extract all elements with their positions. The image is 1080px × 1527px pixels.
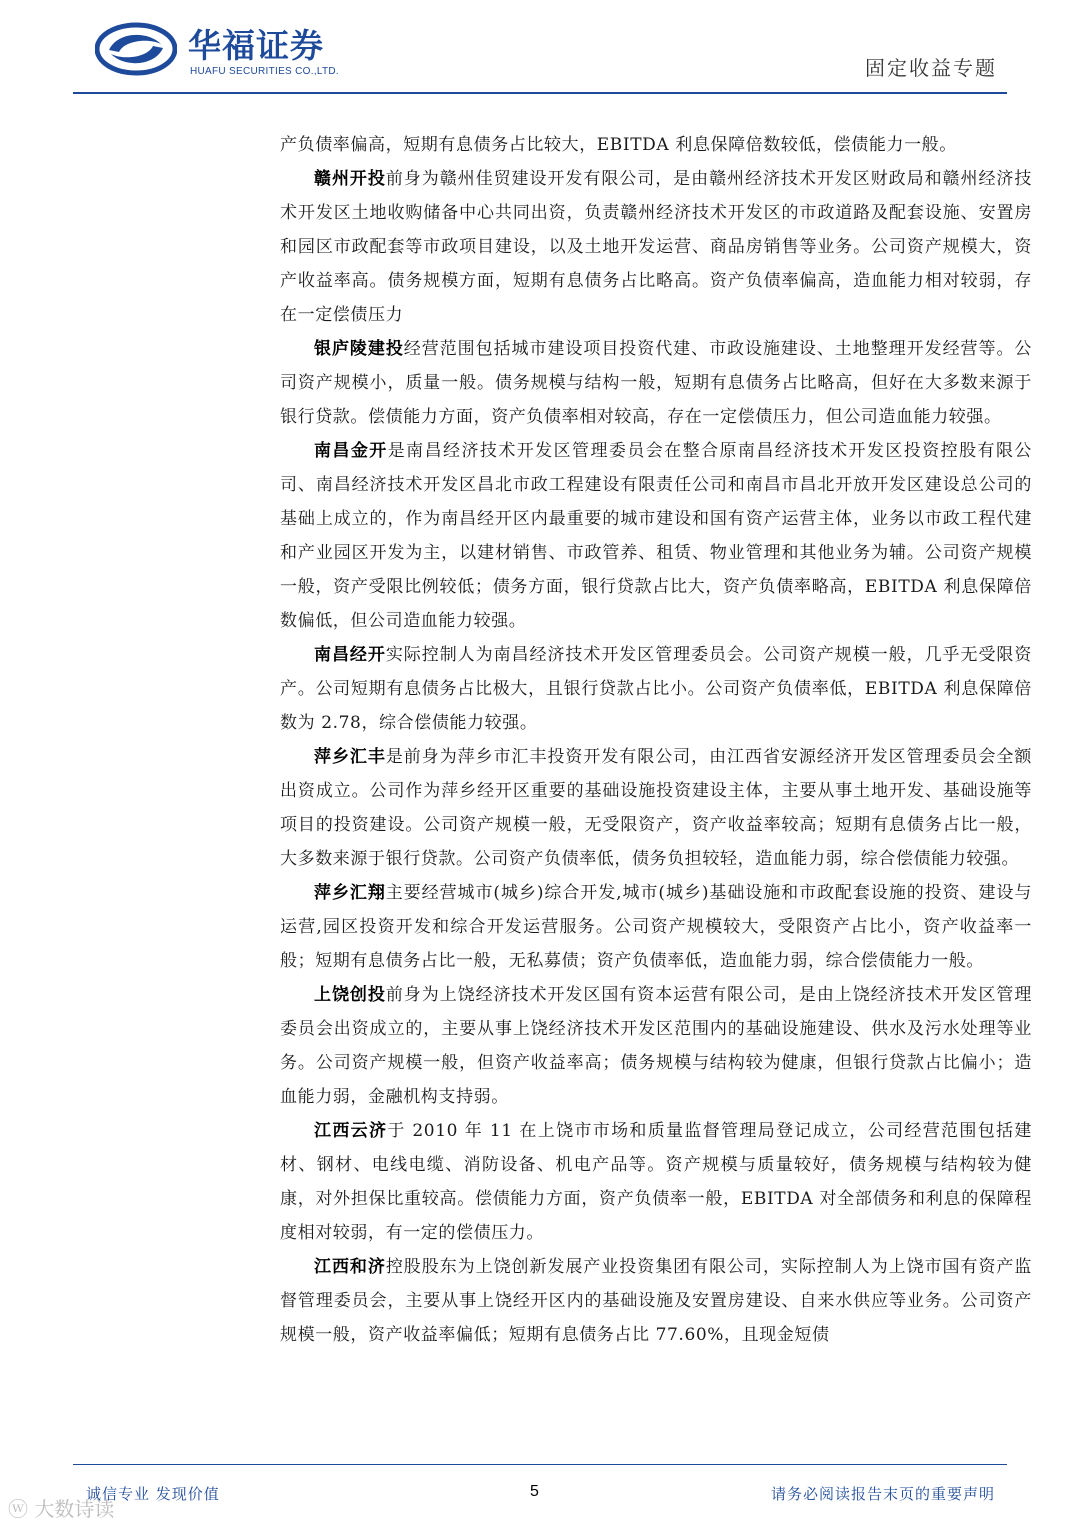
company-description: 经营范围包括城市建设项目投资代建、市政设施建设、土地整理开发经营等。公司资产规模小，质量一般。债务规模与结构一般，短期有息债务占比略高，但好在大多数来源于银行贷款。偿债能力方面，资产负债率相对较高，存在一定偿债压力，但公司造血能力较强。 bbox=[280, 339, 1033, 427]
company-name: 赣州开投 bbox=[314, 169, 386, 189]
company-name: 上饶创投 bbox=[314, 985, 386, 1005]
main-content bbox=[280, 128, 1032, 1352]
company-name: 萍乡汇翔 bbox=[314, 883, 386, 903]
company-description: 是前身为萍乡市汇丰投资开发有限公司，由江西省安源经济开发区管理委员会全额出资成立。公司作为萍乡经开区重要的基础设施投资建设主体，主要从事土地开发、基础设施等项目的投资建设。公司资产规模一般，无受限资产，资产收益率较高；短期有息债务占比一般，大多数来源于银行贷款。公司资产负债率低，债务负担较轻，造血能力弱，综合偿债能力较强。 bbox=[280, 747, 1032, 869]
company-paragraph bbox=[280, 162, 1032, 332]
company-name: 萍乡汇丰 bbox=[314, 747, 386, 767]
company-name: 南昌金开 bbox=[314, 441, 388, 461]
company-description: 于 2010 年 11 在上饶市市场和质量监督管理局登记成立，公司经营范围包括建材、钢材、电线电缆、消防设备、机电产品等。资产规模与质量较好，债务规模与结构较为健康，对外担保比重较高。偿债能力方面，资产负债率一般，EBITDA 对全部债务和利息的保障程度相对较弱，有一定的偿债压力。 bbox=[280, 1121, 1032, 1243]
company-description: 控股股东为上饶创新发展产业投资集团有限公司，实际控制人为上饶市国有资产监督管理委员会，主要从事上饶经开区内的基础设施及安置房建设、自来水供应等业务。公司资产规模一般，资产收益率偏低；短期有息债务占比 77.60%，且现金短债 bbox=[280, 1257, 1032, 1345]
watermark-text: 大数诗读 bbox=[34, 1497, 115, 1521]
company-paragraph bbox=[280, 1114, 1032, 1250]
company-paragraph bbox=[280, 876, 1032, 978]
company-name: 江西云济 bbox=[314, 1121, 388, 1141]
logo-chinese-name: 华福证券 bbox=[188, 26, 324, 65]
footer-slogan: 诚信专业 发现价值 bbox=[86, 1485, 220, 1503]
company-description: 是南昌经济技术开发区管理委员会在整合原南昌经济技术开发区投资控股有限公司、南昌经济技术开发区昌北市政工程建设有限责任公司和南昌市昌北开放开发区建设总公司的基础上成立的，作为南昌经开区内最重要的城市建设和国有资产运营主体，业务以市政工程代建和产业园区开发为主，以建材销售、市政管养、租赁、物业管理和其他业务为辅。公司资产规模一般，资产受限比例较低；债务方面，银行贷款占比大，资产负债率略高，EBITDA 利息保障倍数偏低，但公司造血能力较强。 bbox=[280, 441, 1033, 631]
company-paragraph bbox=[280, 978, 1032, 1114]
company-paragraph bbox=[280, 434, 1032, 638]
company-name: 江西和济 bbox=[314, 1257, 386, 1277]
weibo-icon: ⓦ bbox=[8, 1497, 35, 1521]
header-divider bbox=[73, 92, 1007, 94]
footer-divider bbox=[73, 1464, 1007, 1465]
footer-disclaimer: 请务必阅读报告末页的重要声明 bbox=[770, 1485, 995, 1503]
report-category: 固定收益专题 bbox=[865, 56, 997, 80]
page-header bbox=[0, 0, 1080, 100]
company-description: 主要经营城市(城乡)综合开发,城市(城乡)基础设施和市政配套设施的投资、建设与运营,园区投资开发和综合开发运营服务。公司资产规模较大，受限资产占比小，资产收益率一般；短期有息债务占比一般，无私募债；资产负债率低，造血能力弱，综合偿债能力一般。 bbox=[280, 883, 1032, 971]
company-name: 南昌经开 bbox=[314, 645, 386, 665]
company-description: 实际控制人为南昌经济技术开发区管理委员会。公司资产规模一般，几乎无受限资产。公司短期有息债务占比极大，且银行贷款占比小。公司资产负债率低，EBITDA 利息保障倍数为 2.78，综合偿债能力较强。 bbox=[280, 645, 1032, 733]
huafu-logo-icon bbox=[95, 22, 177, 76]
company-paragraph bbox=[280, 740, 1032, 876]
company-description: 前身为赣州佳贸建设开发有限公司，是由赣州经济技术开发区财政局和赣州经济技术开发区土地收购储备中心共同出资，负责赣州经济技术开发区的市政道路及配套设施、安置房和园区市政配套等市政项目建设，以及土地开发运营、商品房销售等业务。公司资产规模大，资产收益率高。债务规模方面，短期有息债务占比略高。资产负债率偏高，造血能力相对较弱，存在一定偿债压力 bbox=[280, 169, 1032, 325]
company-name: 银庐陵建投 bbox=[314, 339, 404, 359]
watermark bbox=[8, 1493, 114, 1522]
continued-paragraph: 产负债率偏高，短期有息债务占比较大，EBITDA 利息保障倍数较低，偿债能力一般。 bbox=[280, 135, 957, 155]
company-paragraph bbox=[280, 1250, 1032, 1352]
company-paragraph bbox=[280, 332, 1032, 434]
company-paragraph bbox=[280, 638, 1032, 740]
page-number: 5 bbox=[530, 1483, 539, 1500]
logo-english-name: HUAFU SECURITIES CO.,LTD. bbox=[190, 66, 339, 77]
company-description: 前身为上饶经济技术开发区国有资本运营有限公司，是由上饶经济技术开发区管理委员会出资成立的，主要从事上饶经济技术开发区范围内的基础设施建设、供水及污水处理等业务。公司资产规模一般，但资产收益率高；债务规模与结构较为健康，但银行贷款占比偏小；造血能力弱，金融机构支持弱。 bbox=[280, 985, 1032, 1107]
